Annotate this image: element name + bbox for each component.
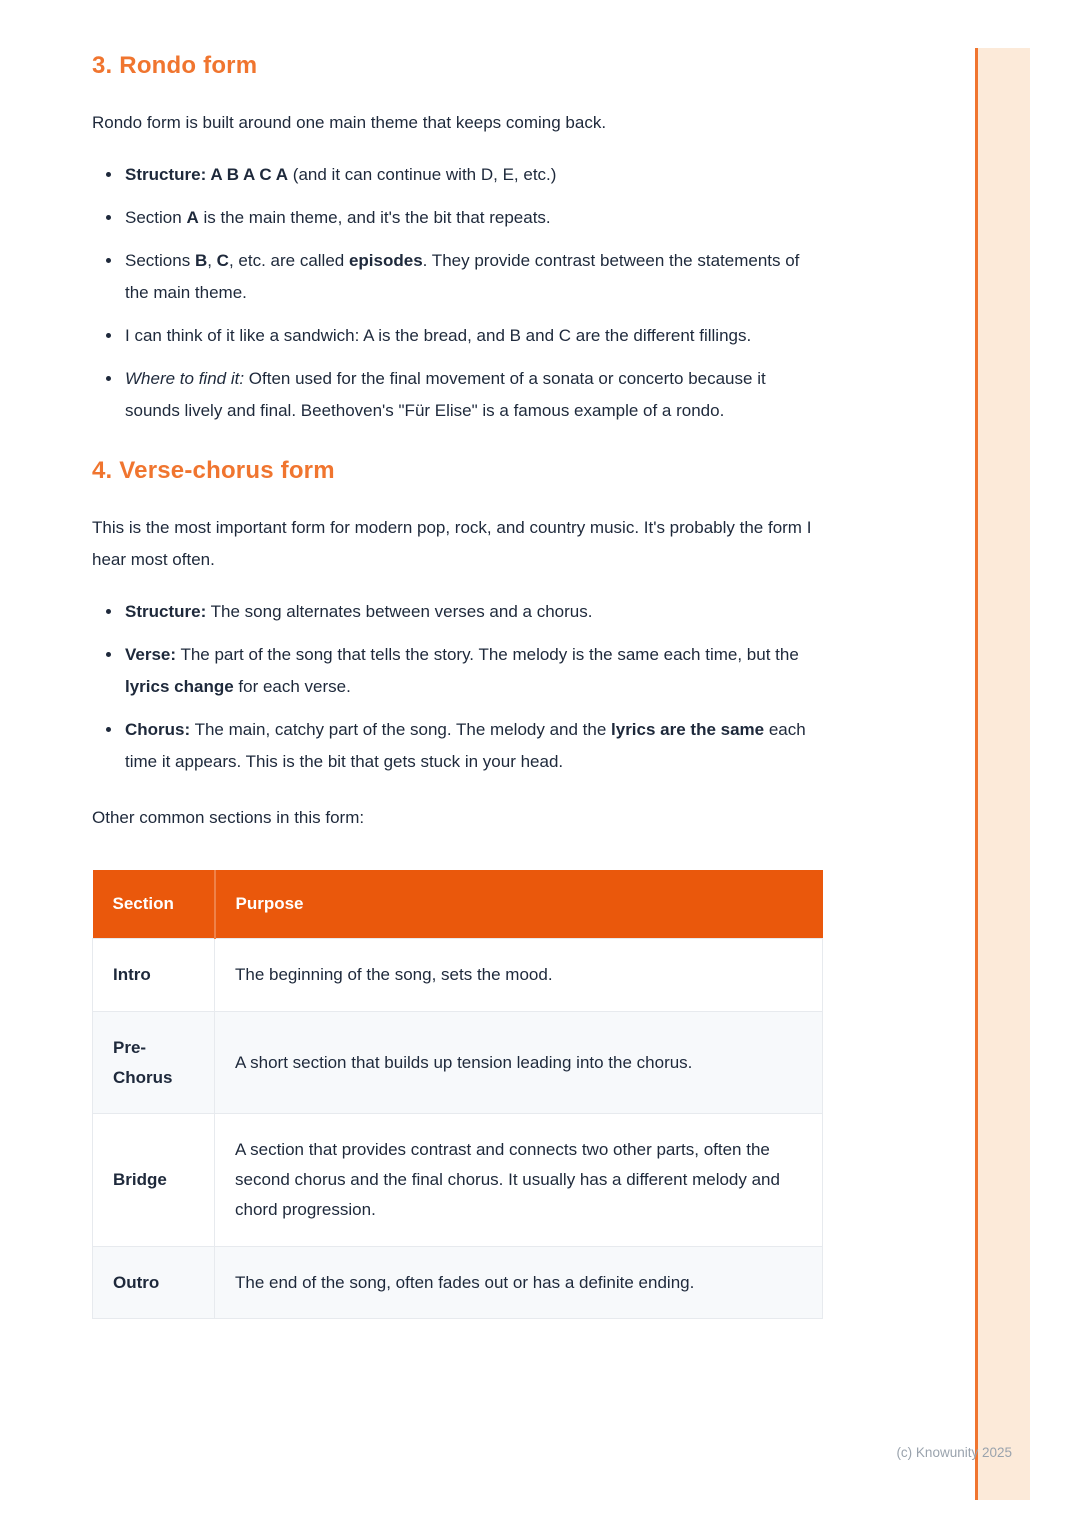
bullet-text: Often used for the final movement of a sonata or concerto because it sounds lively and final. Beethoven's "Für Elise" is a famous example of a rondo. (125, 368, 766, 420)
bullet-item (123, 320, 824, 352)
bullet-text: I can think of it like a sandwich: A is the bread, and B and C are the different fillings. (125, 325, 752, 345)
table-cell-section: Outro (93, 1246, 215, 1319)
heading-verse-chorus-form: 4. Verse-chorus form (92, 456, 335, 484)
table-row (93, 939, 823, 1012)
next-page-edge-strip (975, 48, 1030, 1500)
bullet-item (123, 596, 824, 628)
table-cell-purpose: A section that provides contrast and connects two other parts, often the second chorus and the final chorus. It usually has a different melody and chord progression. (215, 1114, 823, 1246)
other-sections-label: Other common sections in this form: (92, 807, 365, 827)
table-body (93, 939, 823, 1319)
bullet-text-bold: episodes (348, 251, 423, 270)
bullet-text-bold: Structure: A B A C A (125, 165, 289, 185)
verse-intro-paragraph: This is the most important form for modern pop, rock, and country music. It's probably the form I hear most often. (92, 517, 812, 569)
bullet-text-bold: B (194, 251, 208, 270)
bullet-text: for each verse. (233, 677, 351, 697)
verse-bullet-list (92, 596, 824, 778)
table-cell-purpose: The end of the song, often fades out or has a definite ending. (215, 1246, 823, 1319)
bullet-item (123, 363, 824, 427)
table-header-cell-section: Section (93, 870, 215, 939)
bullet-text: Section (125, 208, 187, 228)
bullet-text: (and it can continue with D, E, etc.) (288, 165, 557, 185)
bullet-item (123, 714, 824, 778)
bullet-item (123, 245, 824, 309)
bullet-text: The main, catchy part of the song. The melody and the (190, 720, 612, 740)
song-sections-table (92, 870, 823, 1319)
bullet-item (123, 202, 824, 234)
table-header-row (93, 870, 823, 939)
copyright-footer: (c) Knowunity 2025 (896, 1445, 1012, 1460)
table-cell-purpose: A short section that builds up tension leading into the chorus. (215, 1011, 823, 1114)
table-header-cell-purpose: Purpose (215, 870, 823, 939)
rondo-bullet-list (92, 159, 824, 427)
bullet-text: is the main theme, and it's the bit that repeats. (198, 208, 551, 228)
bullet-text: , (207, 251, 217, 270)
bullet-item (123, 159, 824, 191)
bullet-text: The part of the song that tells the story. The melody is the same each time, but the (176, 645, 799, 665)
bullet-text-italic: Where to find it: (125, 368, 245, 388)
bullet-text-bold: lyrics are the same (611, 720, 765, 740)
bullet-text-bold: Chorus: (125, 720, 191, 740)
bullet-text: . They provide contrast between the statements of the main theme. (125, 251, 800, 302)
bullet-text-bold: C (216, 251, 229, 270)
bullet-text: , etc. are called (228, 251, 349, 270)
heading-rondo-form: 3. Rondo form (92, 52, 258, 79)
rondo-intro-paragraph: Rondo form is built around one main theme that keeps coming back. (92, 112, 607, 132)
table-cell-purpose: The beginning of the song, sets the mood. (215, 939, 823, 1012)
table-cell-section: Pre-Chorus (93, 1011, 215, 1114)
table-row (93, 1011, 823, 1114)
bullet-text: each time it appears. This is the bit that gets stuck in your head. (125, 720, 806, 771)
table-row (93, 1246, 823, 1319)
table-row (93, 1114, 823, 1246)
table-cell-section: Bridge (93, 1114, 215, 1246)
bullet-text-bold: A (186, 208, 199, 228)
bullet-text-bold: Verse: (125, 645, 177, 665)
table-head (93, 870, 823, 939)
bullet-text-bold: Structure: (125, 602, 207, 622)
bullet-text: The song alternates between verses and a chorus. (206, 602, 593, 622)
bullet-item (123, 639, 824, 703)
bullet-text-bold: lyrics change (125, 677, 234, 697)
bullet-text: Sections (125, 251, 195, 270)
table-cell-section: Intro (93, 939, 215, 1012)
